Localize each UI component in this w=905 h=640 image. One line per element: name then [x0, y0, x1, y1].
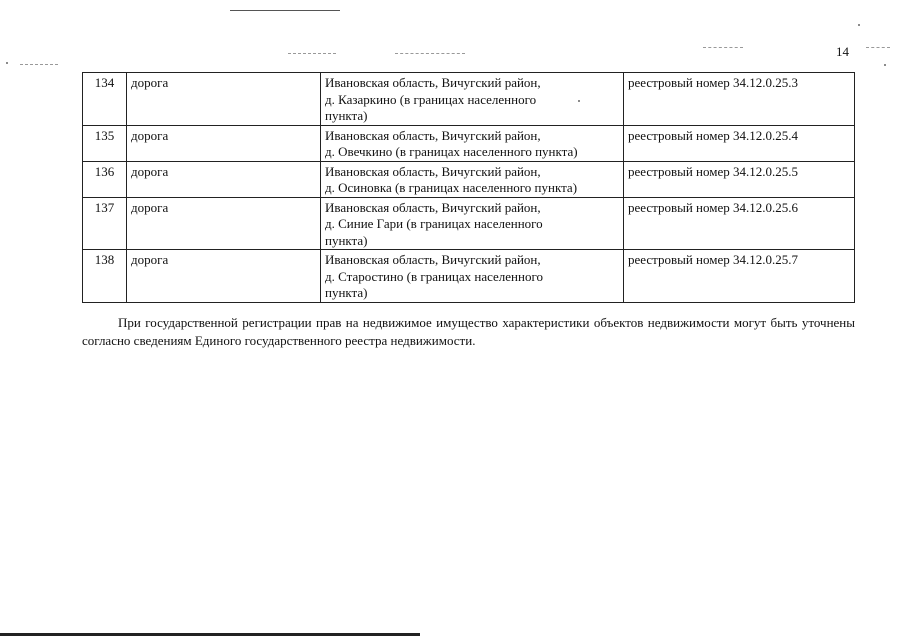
scan-artifact-dot [6, 62, 8, 64]
address-line: д. Осиновка (в границах населенного пункта) [325, 180, 578, 195]
row-number: 134 [83, 73, 127, 126]
registry-number: реестровый номер 34.12.0.25.7 [624, 250, 855, 303]
row-number: 135 [83, 125, 127, 161]
note-paragraph [82, 314, 855, 350]
registry-number: реестровый номер 34.12.0.25.5 [624, 161, 855, 197]
object-type: дорога [127, 161, 321, 197]
scan-artifact-dash [20, 64, 58, 66]
table-row [83, 161, 855, 197]
object-type: дорога [127, 250, 321, 303]
property-table [82, 72, 855, 303]
row-number: 137 [83, 197, 127, 250]
address-line: Ивановская область, Вичугский район, [325, 75, 541, 90]
scan-artifact-dot [884, 64, 886, 66]
address-cell [321, 161, 624, 197]
registry-number: реестровый номер 34.12.0.25.6 [624, 197, 855, 250]
row-number: 138 [83, 250, 127, 303]
row-number: 136 [83, 161, 127, 197]
scan-artifact-dash [703, 47, 743, 49]
scan-artifact-top-line [230, 10, 340, 11]
address-line: д. Овечкино (в границах населенного пункта) [325, 144, 578, 159]
object-type: дорога [127, 125, 321, 161]
address-line: Ивановская область, Вичугский район, [325, 127, 541, 143]
object-type: дорога [127, 73, 321, 126]
scan-artifact-bottom-bar [0, 633, 420, 636]
address-line: пункта) [325, 285, 368, 300]
address-line: д. Старостино (в границах населенного [325, 268, 543, 284]
table-row [83, 250, 855, 303]
scan-artifact-dash [866, 47, 890, 49]
address-line: Ивановская область, Вичугский район, [325, 252, 541, 267]
address-line: пункта) [325, 232, 368, 248]
table-row [83, 73, 855, 126]
address-cell [321, 250, 624, 303]
registry-number: реестровый номер 34.12.0.25.4 [624, 125, 855, 161]
scan-artifact-dash [395, 53, 465, 55]
object-type: дорога [127, 197, 321, 250]
note-text: При государственной регистрации прав на недвижимое имущество характеристики объектов недвижимости могут быть уточнены согласно сведениям Единого государственного реестра недвижимости. [82, 315, 855, 348]
address-line: Ивановская область, Вичугский район, [325, 199, 541, 215]
registry-number: реестровый номер 34.12.0.25.3 [624, 73, 855, 126]
address-cell [321, 197, 624, 250]
address-line: пункта) [325, 108, 368, 123]
table-row [83, 197, 855, 250]
page-number: 14 [836, 44, 849, 59]
address-cell [321, 125, 624, 161]
scan-artifact-dash [288, 53, 336, 55]
table-row [83, 125, 855, 161]
scan-artifact-dot [858, 24, 860, 26]
address-line: Ивановская область, Вичугский район, [325, 163, 541, 179]
address-cell [321, 73, 624, 126]
address-line: д. Казаркино (в границах населенного [325, 91, 537, 107]
address-line: д. Синие Гари (в границах населенного [325, 216, 543, 231]
